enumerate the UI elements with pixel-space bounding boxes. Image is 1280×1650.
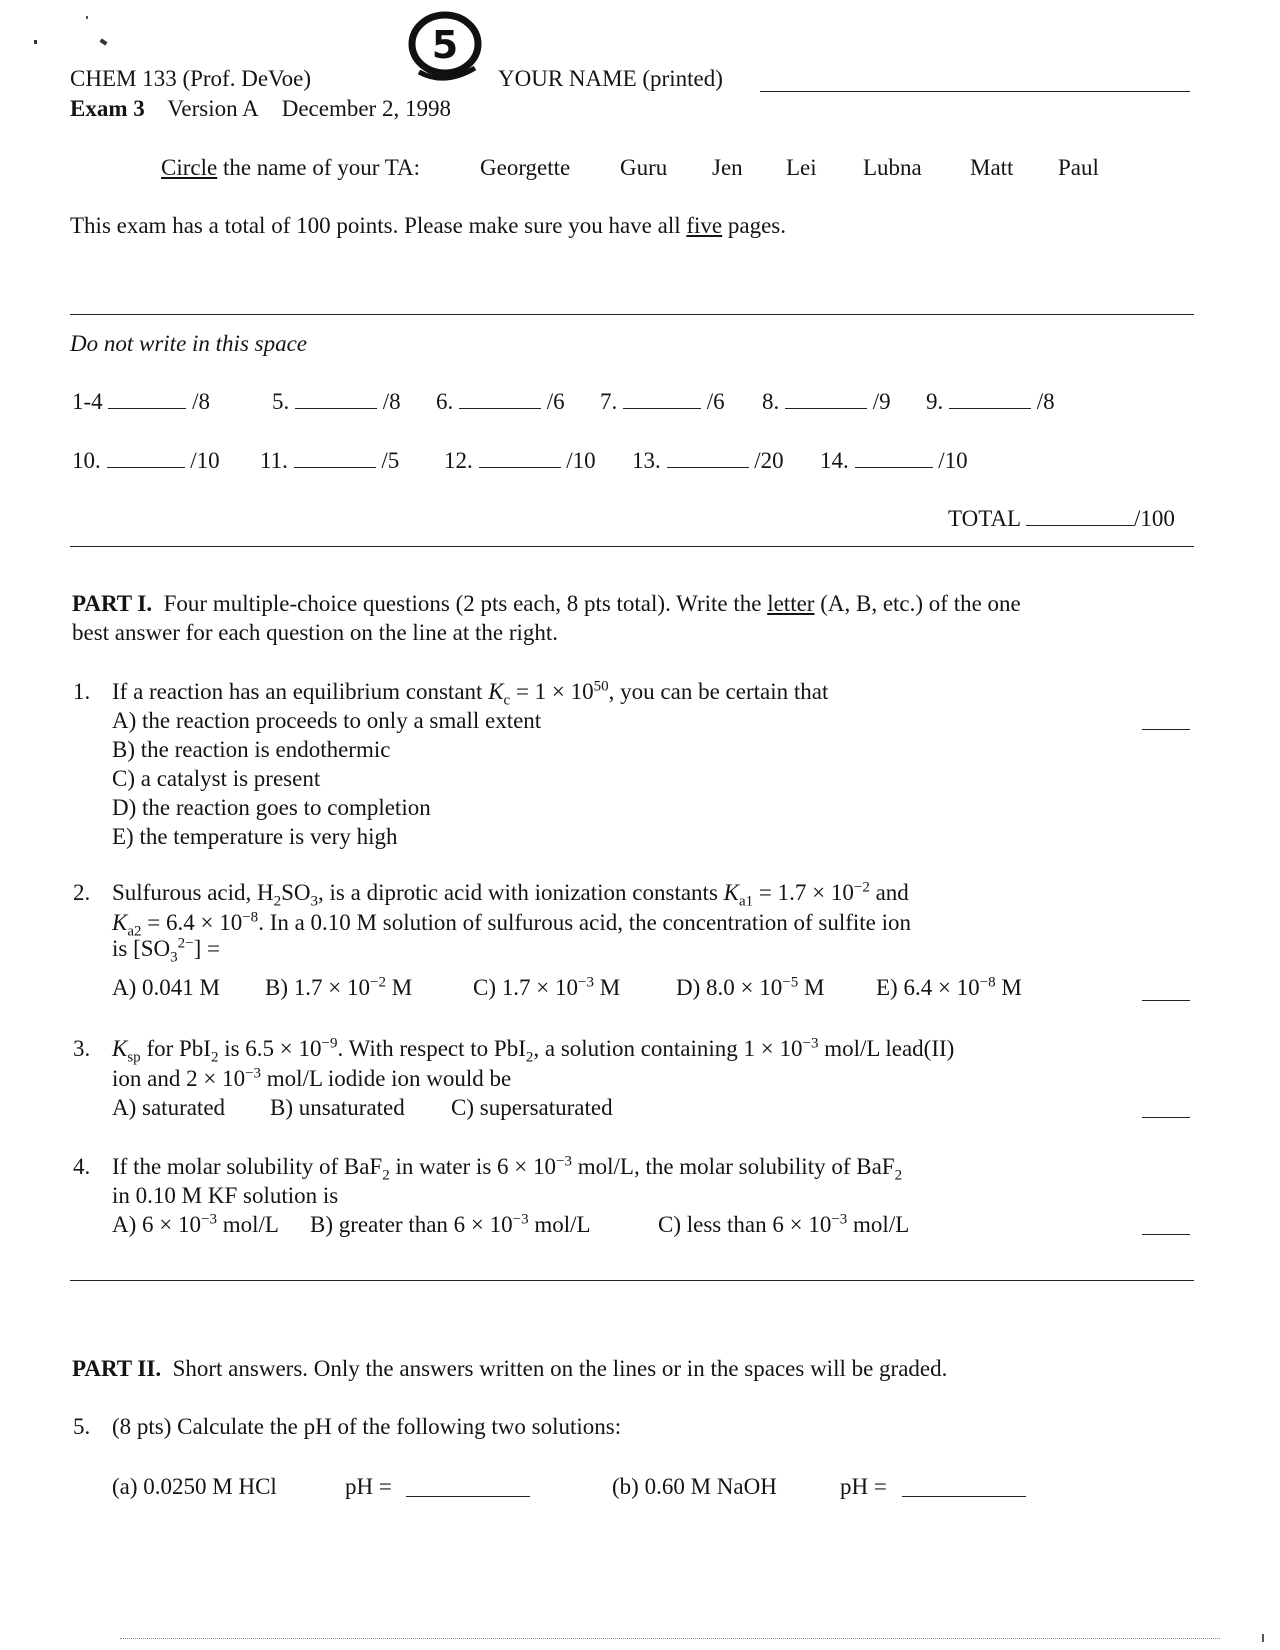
q4-answer-line[interactable]: [1142, 1234, 1190, 1235]
q5b-label: (b) 0.60 M NaOH: [612, 1474, 777, 1499]
total-score-field: TOTAL /100: [948, 506, 1175, 531]
question-4-stem-line1: If the molar solubility of BaF$_2$ in water is $6 \times 10^{-3}$ mol/L, the molar solubility of BaF$_2$: [112, 1153, 903, 1184]
q1-option-e: E) the temperature is very high: [112, 824, 398, 849]
q2-option-e: E) $6.4 \times 10^{-8}$ M: [876, 974, 1022, 1000]
score-field: 7. /6: [600, 389, 725, 414]
q2-option-b: B) $1.7 \times 10^{-2}$ M: [265, 974, 413, 1000]
ta-prompt: Circle the name of your TA:: [161, 155, 420, 180]
part1-instructions-line2: best answer for each question on the line at the right.: [72, 620, 559, 645]
score-field: 6. /6: [436, 389, 565, 414]
ta-option-matt[interactable]: Matt: [970, 155, 1014, 180]
q1-answer-line[interactable]: [1142, 729, 1190, 730]
question-5-text: (8 pts) Calculate the pH of the following two solutions:: [112, 1414, 622, 1439]
q3-option-c: C) supersaturated: [451, 1095, 613, 1120]
ta-option-georgette[interactable]: Georgette: [480, 155, 571, 180]
ta-option-guru[interactable]: Guru: [620, 155, 668, 180]
question-number: 1.: [73, 679, 91, 704]
q1-option-d: D) the reaction goes to completion: [112, 795, 431, 820]
name-label: YOUR NAME (printed): [498, 66, 723, 91]
score-field: 14. /10: [820, 448, 968, 473]
stray-mark: [1262, 1634, 1264, 1642]
score-field: 11. /5: [260, 448, 400, 473]
question-2-stem-line2: $K_{a2} = 6.4 \times 10^{-8}$. In a 0.10 M solution of sulfurous acid, the concentration of sulfite ion: [112, 909, 912, 940]
score-field: 8. /9: [762, 389, 891, 414]
q3-option-b: B) unsaturated: [270, 1095, 405, 1120]
part1-heading: PART I.: [72, 591, 153, 616]
exam-version: Version A: [167, 96, 259, 121]
part2-heading: PART II.: [72, 1356, 162, 1381]
q4-option-a: A) $6 \times 10^{-3}$ mol/L: [112, 1211, 279, 1237]
question-4-stem-line2: in 0.10 M KF solution is: [112, 1183, 339, 1208]
score-field: 10. /10: [72, 448, 220, 473]
question-2-stem-line1: Sulfurous acid, $H_2SO_3$, is a diprotic acid with ionization constants $K_{a1} = 1.7 \times 10^{-2}$ and: [112, 879, 909, 910]
q4-option-b: B) greater than $6 \times 10^{-3}$ mol/L: [310, 1211, 591, 1237]
score-field: 13. /20: [632, 448, 784, 473]
question-3-stem-line2: ion and $2 \times 10^{-3}$ mol/L iodide ion would be: [112, 1065, 512, 1091]
exam-info: [70, 96, 451, 122]
q1-option-b: B) the reaction is endothermic: [112, 737, 391, 762]
q2-option-c: C) $1.7 \times 10^{-3}$ M: [473, 974, 621, 1000]
course-title: CHEM 133 (Prof. DeVoe): [70, 66, 312, 91]
q1-option-c: C) a catalyst is present: [112, 766, 321, 791]
handwritten-number: 5: [431, 23, 459, 67]
exam-date: December 2, 1998: [281, 96, 451, 121]
q2-option-a: A) 0.041 M: [112, 975, 220, 1000]
ta-option-lubna[interactable]: Lubna: [863, 155, 922, 180]
score-field: 5. /8: [272, 389, 401, 414]
stray-mark: [99, 38, 107, 45]
q5b-answer-line[interactable]: [902, 1496, 1026, 1497]
exam-number: Exam 3: [70, 96, 145, 121]
score-field: 9. /8: [926, 389, 1055, 414]
q5a-label: (a) 0.0250 M HCl: [112, 1474, 277, 1499]
question-number: 3.: [73, 1036, 91, 1061]
part1-instructions: PART I. Four multiple-choice questions (2 pts each, 8 pts total). Write the letter (A, B, etc.) of the one: [72, 591, 1021, 616]
grader-note: Do not write in this space: [70, 331, 308, 356]
scan-artifact: [120, 1638, 1220, 1639]
stray-mark: [86, 16, 88, 19]
divider: [70, 314, 1194, 315]
q5b-ph-label: pH =: [840, 1474, 887, 1499]
question-2-stem-line3: is $[SO_3^{2-}]$ =: [112, 935, 221, 966]
name-field-line[interactable]: [760, 91, 1190, 92]
q2-option-d: D) $8.0 \times 10^{-5}$ M: [676, 974, 825, 1000]
question-number: 5.: [73, 1414, 91, 1439]
q5a-answer-line[interactable]: [406, 1496, 530, 1497]
ta-option-lei[interactable]: Lei: [786, 155, 817, 180]
q3-option-a: A) saturated: [112, 1095, 226, 1120]
handwritten-circled-number: [405, 10, 485, 84]
score-field: 1-4 /8: [72, 389, 211, 414]
q2-answer-line[interactable]: [1142, 1000, 1190, 1001]
q4-option-c: C) less than $6 \times 10^{-3}$ mol/L: [658, 1211, 910, 1237]
exam-intro: This exam has a total of 100 points. Please make sure you have all five pages.: [70, 213, 787, 238]
ta-option-paul[interactable]: Paul: [1058, 155, 1099, 180]
q1-option-a: A) the reaction proceeds to only a small extent: [112, 708, 542, 733]
score-field: 12. /10: [444, 448, 596, 473]
question-number: 4.: [73, 1154, 91, 1179]
divider: [70, 546, 1194, 547]
q5a-ph-label: pH =: [345, 1474, 392, 1499]
q3-answer-line[interactable]: [1142, 1117, 1190, 1118]
ta-option-jen[interactable]: Jen: [712, 155, 743, 180]
divider: [70, 1280, 1194, 1281]
stray-mark: [34, 40, 37, 44]
question-3-stem-line1: $K_{sp}$ for PbI$_2$ is $6.5 \times 10^{-9}$. With respect to PbI$_2$, a solution containing $1 \times 10^{-3}$ mol/L lead(II): [112, 1035, 955, 1066]
question-number: 2.: [73, 880, 91, 905]
question-1-stem: If a reaction has an equilibrium constant $K_c = 1 \times 10^{50}$, you can be certain that: [112, 678, 829, 709]
part2-instructions: PART II. Short answers. Only the answers written on the lines or in the spaces will be graded.: [72, 1356, 948, 1381]
